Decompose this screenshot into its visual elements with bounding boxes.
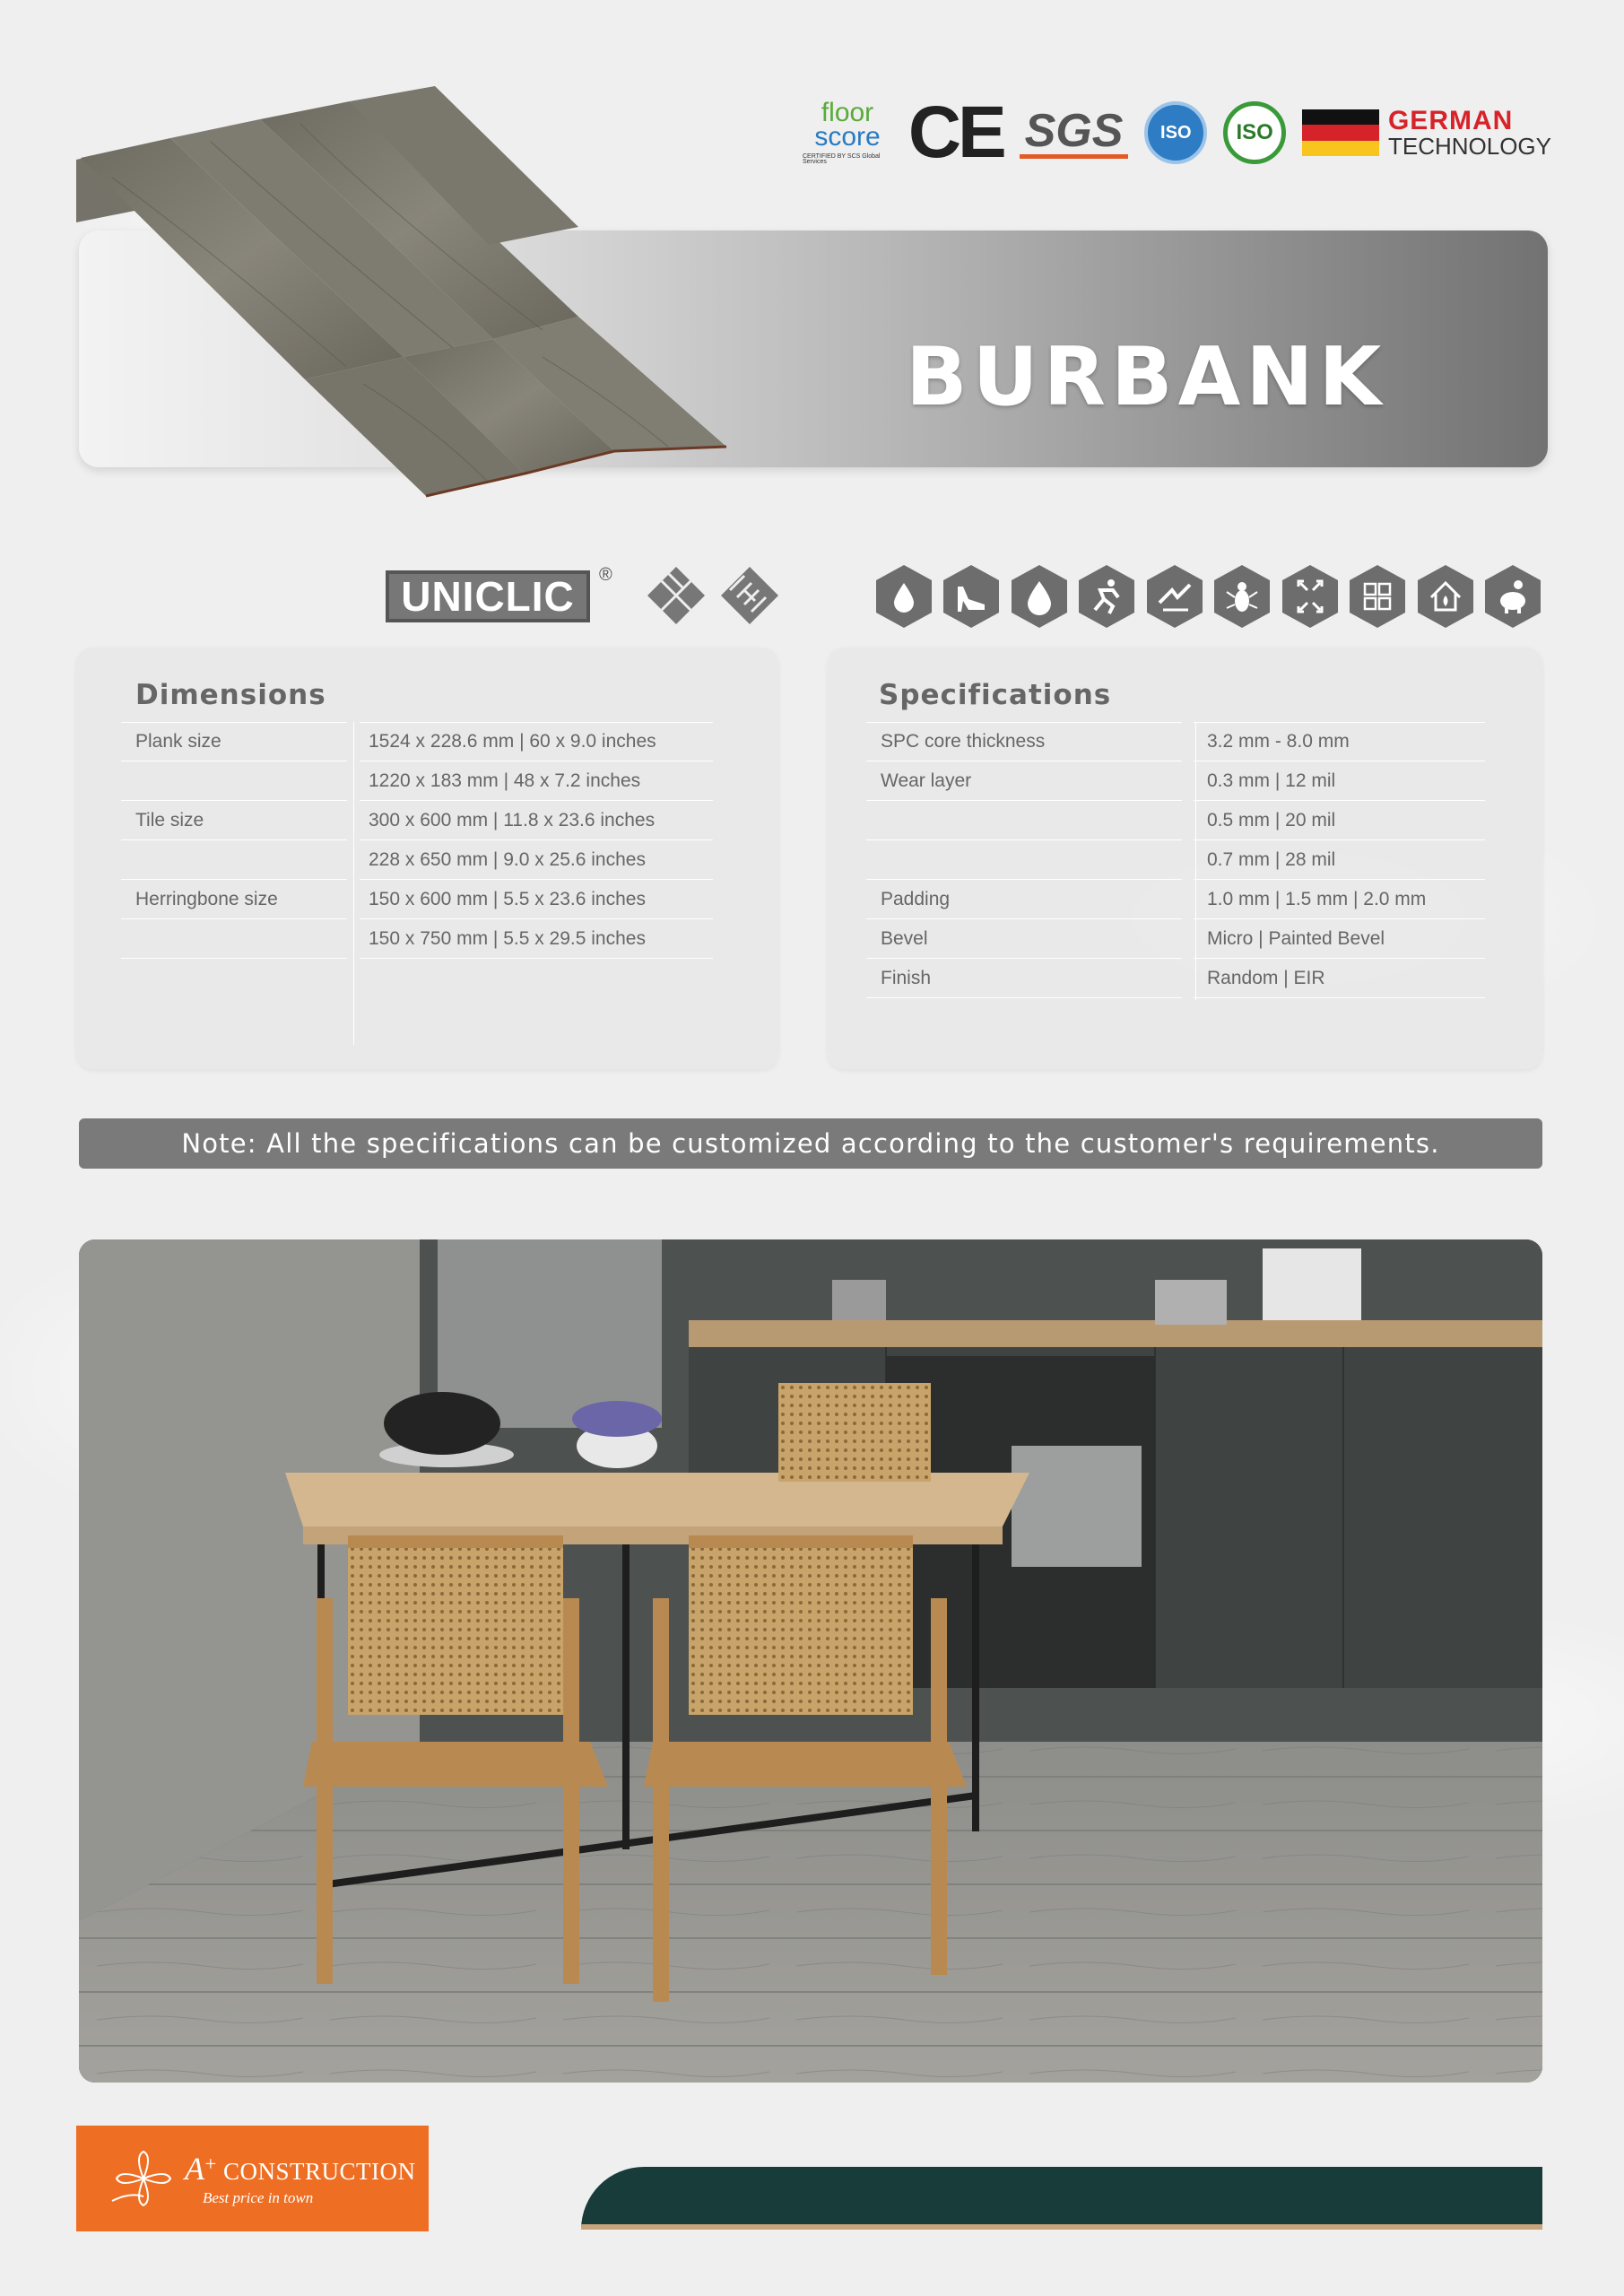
- dimensionally-stable-icon: [1281, 563, 1340, 630]
- company-name: [185, 2150, 415, 2187]
- feature-icons-row: [874, 563, 1542, 631]
- table-row: [121, 840, 803, 880]
- dimensions-title: Dimensions: [135, 679, 326, 711]
- registered-mark: ®: [599, 565, 612, 585]
- water-drop-icon: [874, 563, 934, 630]
- german-technology-logo: [1302, 108, 1551, 158]
- german-line2: TECHNOLOGY: [1387, 133, 1551, 160]
- specifications-table: [866, 722, 1543, 998]
- iso-blue-badge: ISO: [1144, 101, 1207, 164]
- row-value: 150 x 600 mm | 5.5 x 23.6 inches: [360, 880, 713, 919]
- row-value: 1524 x 228.6 mm | 60 x 9.0 inches: [360, 722, 713, 761]
- row-label: SPC core thickness: [881, 730, 1046, 752]
- water-resistant-icon: [1010, 563, 1069, 630]
- row-value: 3.2 mm - 8.0 mm: [1194, 722, 1485, 761]
- row-label: Herringbone size: [135, 888, 278, 909]
- row-label: Tile size: [135, 809, 204, 831]
- dimensions-card: [76, 648, 778, 1069]
- footer-band: [581, 2167, 1542, 2230]
- company-plus: +: [204, 2152, 217, 2175]
- floorscore-line1: floor: [821, 97, 874, 127]
- divider: [1195, 722, 1196, 1000]
- piggy-bank-icon: [1483, 563, 1542, 630]
- table-row: [866, 840, 1543, 880]
- company-name-text: CONSTRUCTION: [222, 2158, 416, 2185]
- table-row: [121, 801, 803, 840]
- row-value: 0.5 mm | 20 mil: [1194, 801, 1485, 840]
- insect-proof-icon: [1212, 563, 1272, 630]
- row-value: 300 x 600 mm | 11.8 x 23.6 inches: [360, 801, 713, 840]
- floorscore-small: CERTIFIED BY SCS Global Services: [803, 152, 881, 165]
- table-row: [121, 761, 803, 801]
- german-line1: GERMAN: [1387, 106, 1514, 135]
- row-value: 1220 x 183 mm | 48 x 7.2 inches: [360, 761, 713, 801]
- herringbone-pattern-icon: [644, 563, 708, 628]
- uniclic-logo: UNICLIC: [386, 570, 590, 622]
- specifications-card: [828, 648, 1542, 1069]
- table-row: [866, 880, 1543, 919]
- divider: [353, 722, 354, 1045]
- row-value: Micro | Painted Bevel: [1194, 919, 1485, 959]
- german-flag-icon: [1302, 109, 1379, 156]
- dimensions-table: [121, 722, 803, 959]
- row-label: Padding: [881, 888, 951, 909]
- table-row: [866, 959, 1543, 998]
- table-row: [866, 722, 1543, 761]
- sgs-logo: SGS: [1020, 108, 1129, 159]
- chevron-pattern-icon: [717, 563, 782, 628]
- floorscore-logo: [803, 88, 892, 178]
- iso-green-badge: ISO: [1223, 101, 1286, 164]
- row-value: 150 x 750 mm | 5.5 x 29.5 inches: [360, 919, 713, 959]
- table-row: [866, 919, 1543, 959]
- high-heel-icon: [942, 563, 1001, 630]
- row-value: 0.7 mm | 28 mil: [1194, 840, 1485, 880]
- customization-note: Note: All the specifications can be customized according to the customer's requirements.: [79, 1118, 1542, 1169]
- product-title: BURBANK: [906, 330, 1387, 424]
- table-row: [121, 919, 803, 959]
- plank-sample-image: [76, 70, 744, 518]
- row-value: 0.3 mm | 12 mil: [1194, 761, 1485, 801]
- row-value: 228 x 650 mm | 9.0 x 25.6 inches: [360, 840, 713, 880]
- certification-logos: [803, 88, 1551, 178]
- row-label: Bevel: [881, 927, 928, 949]
- row-value: Random | EIR: [1194, 959, 1485, 998]
- tile-pattern-icon: [1348, 563, 1407, 630]
- scratch-resistant-icon: [1145, 563, 1204, 630]
- table-row: [866, 801, 1543, 840]
- company-prefix: A: [185, 2151, 205, 2187]
- company-tagline: Best price in town: [203, 2189, 314, 2206]
- kitchen-room-photo: [79, 1239, 1542, 2083]
- specifications-title: Specifications: [879, 679, 1112, 711]
- table-row: [121, 880, 803, 919]
- ce-logo: CE: [908, 91, 1003, 173]
- table-row: [121, 722, 803, 761]
- row-value: 1.0 mm | 1.5 mm | 2.0 mm: [1194, 880, 1485, 919]
- row-label: Finish: [881, 967, 932, 988]
- table-row: [866, 761, 1543, 801]
- row-label: Plank size: [135, 730, 221, 752]
- company-logo: [76, 2126, 429, 2231]
- flower-logo-icon: [108, 2147, 179, 2210]
- slip-resistant-icon: [1077, 563, 1136, 630]
- row-label: Wear layer: [881, 770, 972, 791]
- eco-home-icon: [1416, 563, 1475, 630]
- floorscore-line2: score: [814, 121, 881, 152]
